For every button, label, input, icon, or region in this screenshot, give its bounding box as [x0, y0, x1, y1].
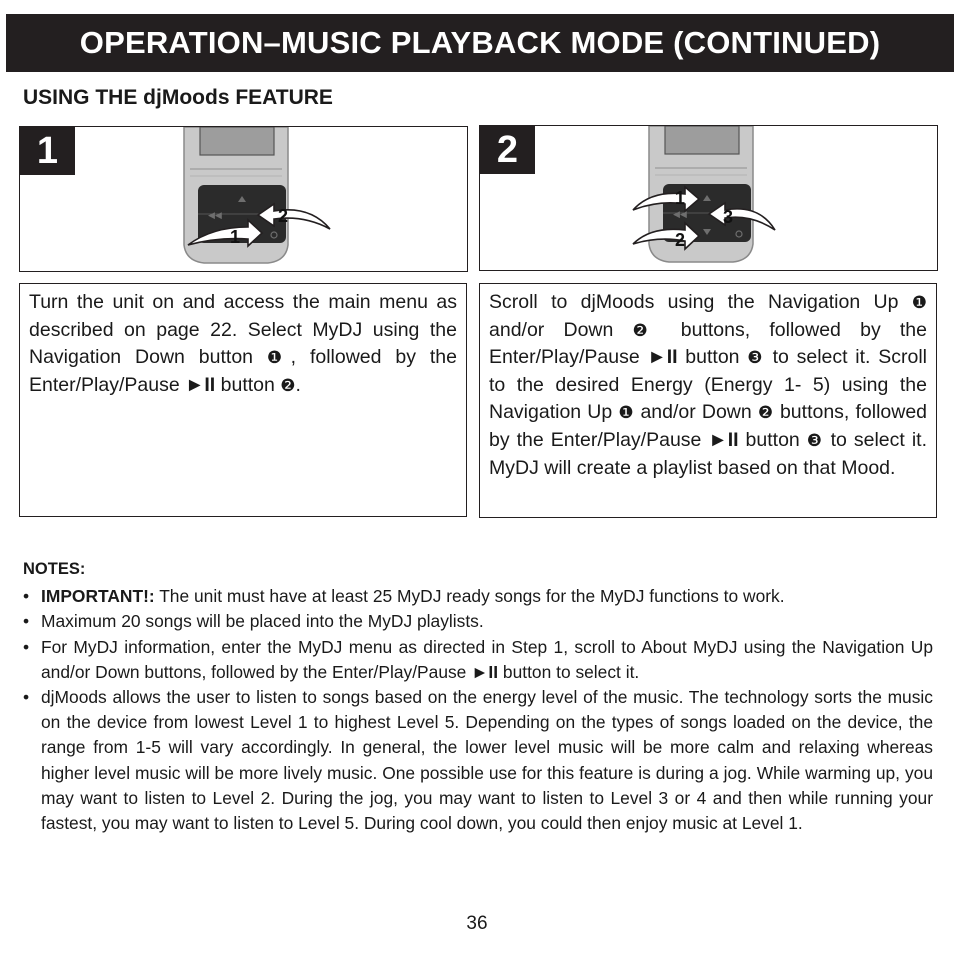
page-number: 36 — [466, 913, 488, 934]
callout-2-symbol: ❷ — [757, 403, 774, 423]
callout-2: 2 — [278, 206, 289, 226]
device-illustration — [625, 126, 815, 270]
step2-text: button — [738, 428, 807, 451]
play-pause-icon: ►II — [471, 661, 499, 682]
list-item — [23, 584, 933, 609]
callout-1-symbol: ❶ — [911, 293, 927, 312]
callout-1-symbol: ❶ — [618, 403, 635, 423]
callout-3-symbol: ❸ — [747, 348, 765, 368]
page-title: OPERATION–MUSIC PLAYBACK MODE (CONTINUED) — [79, 25, 881, 60]
step2-text: buttons, followed by the Enter/Play/Pause — [489, 401, 928, 451]
step1-text: Turn the unit on and access the main menu as described on page 22. Select MyDJ using the Navigation Down button — [29, 291, 457, 369]
play-pause-icon: ►II — [185, 373, 216, 396]
note-text: button to select it. — [498, 661, 640, 682]
step2-text: button — [677, 346, 748, 369]
note-text: Maximum 20 songs will be placed into the MyDJ playlists. — [41, 611, 484, 632]
step2-badge: 2 — [480, 126, 535, 174]
step2-text: buttons, followed by the Enter/Play/Pause — [489, 318, 927, 369]
callout-2-symbol: ❷ — [632, 320, 662, 340]
callout-1: 1 — [675, 188, 686, 208]
note-text: The unit must have at least 25 MyDJ ready songs for the MyDJ functions to work. — [154, 586, 785, 607]
note-text: djMoods allows the user to listen to songs based on the energy level of the music. The technology sorts the music on the device from lowest Level 1 to highest Level 5. Depending on the types of songs loaded on the device, the range from 1-5 will vary accordingly. In general, the lower level music will be more calm and relaxing whereas higher level music will be more lively music. One possible use for this feature is during a jog. While warming up, you may want to listen to Level 2. During the jog, you may want to listen to Level 3 or 4 and then while running your fastest, you may want to listen to Level 5. During cool down, you could then enjoy music at Level 1. — [41, 687, 933, 834]
callout-3: 3 — [723, 207, 734, 227]
play-pause-icon: ►II — [647, 346, 678, 369]
callout-2: 2 — [675, 230, 686, 250]
step1-text: button — [215, 373, 281, 396]
list-item — [23, 635, 933, 685]
notes-title: NOTES: — [23, 560, 86, 578]
note-text: For MyDJ information, enter the MyDJ menu as directed in Step 1, scroll to About MyDJ using the Navigation Up and/or Down buttons, followed by the Enter/Play/Pause — [41, 636, 933, 682]
step2-text: to select it. Scroll to the desired Energy (Energy 1- 5) using the Navigation Up — [489, 346, 927, 424]
step2-figure — [479, 125, 938, 271]
step1-text: . — [295, 373, 301, 396]
step2-text: Scroll to djMoods using the Navigation Up — [489, 291, 912, 313]
device-illustration — [160, 127, 350, 271]
step1-badge: 1 — [20, 127, 75, 175]
list-item — [23, 685, 933, 836]
rewind-icon: ◀◀ — [208, 210, 222, 220]
step1-text: , followed by the Enter/Play/Pause — [29, 346, 457, 396]
callout-2-symbol: ❷ — [280, 375, 296, 395]
step2-description — [479, 283, 937, 518]
step1-figure — [19, 126, 468, 272]
rewind-icon: ◀◀ — [673, 209, 687, 219]
important-label: IMPORTANT!: — [41, 586, 155, 607]
section-title: USING THE djMoods FEATURE — [23, 86, 333, 109]
callout-1-symbol: ❶ — [266, 348, 291, 368]
list-item — [23, 609, 933, 634]
step2-text: and/or Down — [634, 401, 758, 424]
header-bar — [6, 14, 954, 72]
play-pause-icon: ►II — [708, 428, 739, 451]
step2-text: and/or Down — [489, 318, 633, 341]
notes-section — [23, 557, 933, 836]
step1-description — [19, 283, 467, 517]
callout-1: 1 — [230, 227, 241, 247]
step2-text: to select it. MyDJ will create a playlist based on that Mood. — [489, 428, 927, 479]
callout-3-symbol: ❸ — [806, 430, 824, 450]
